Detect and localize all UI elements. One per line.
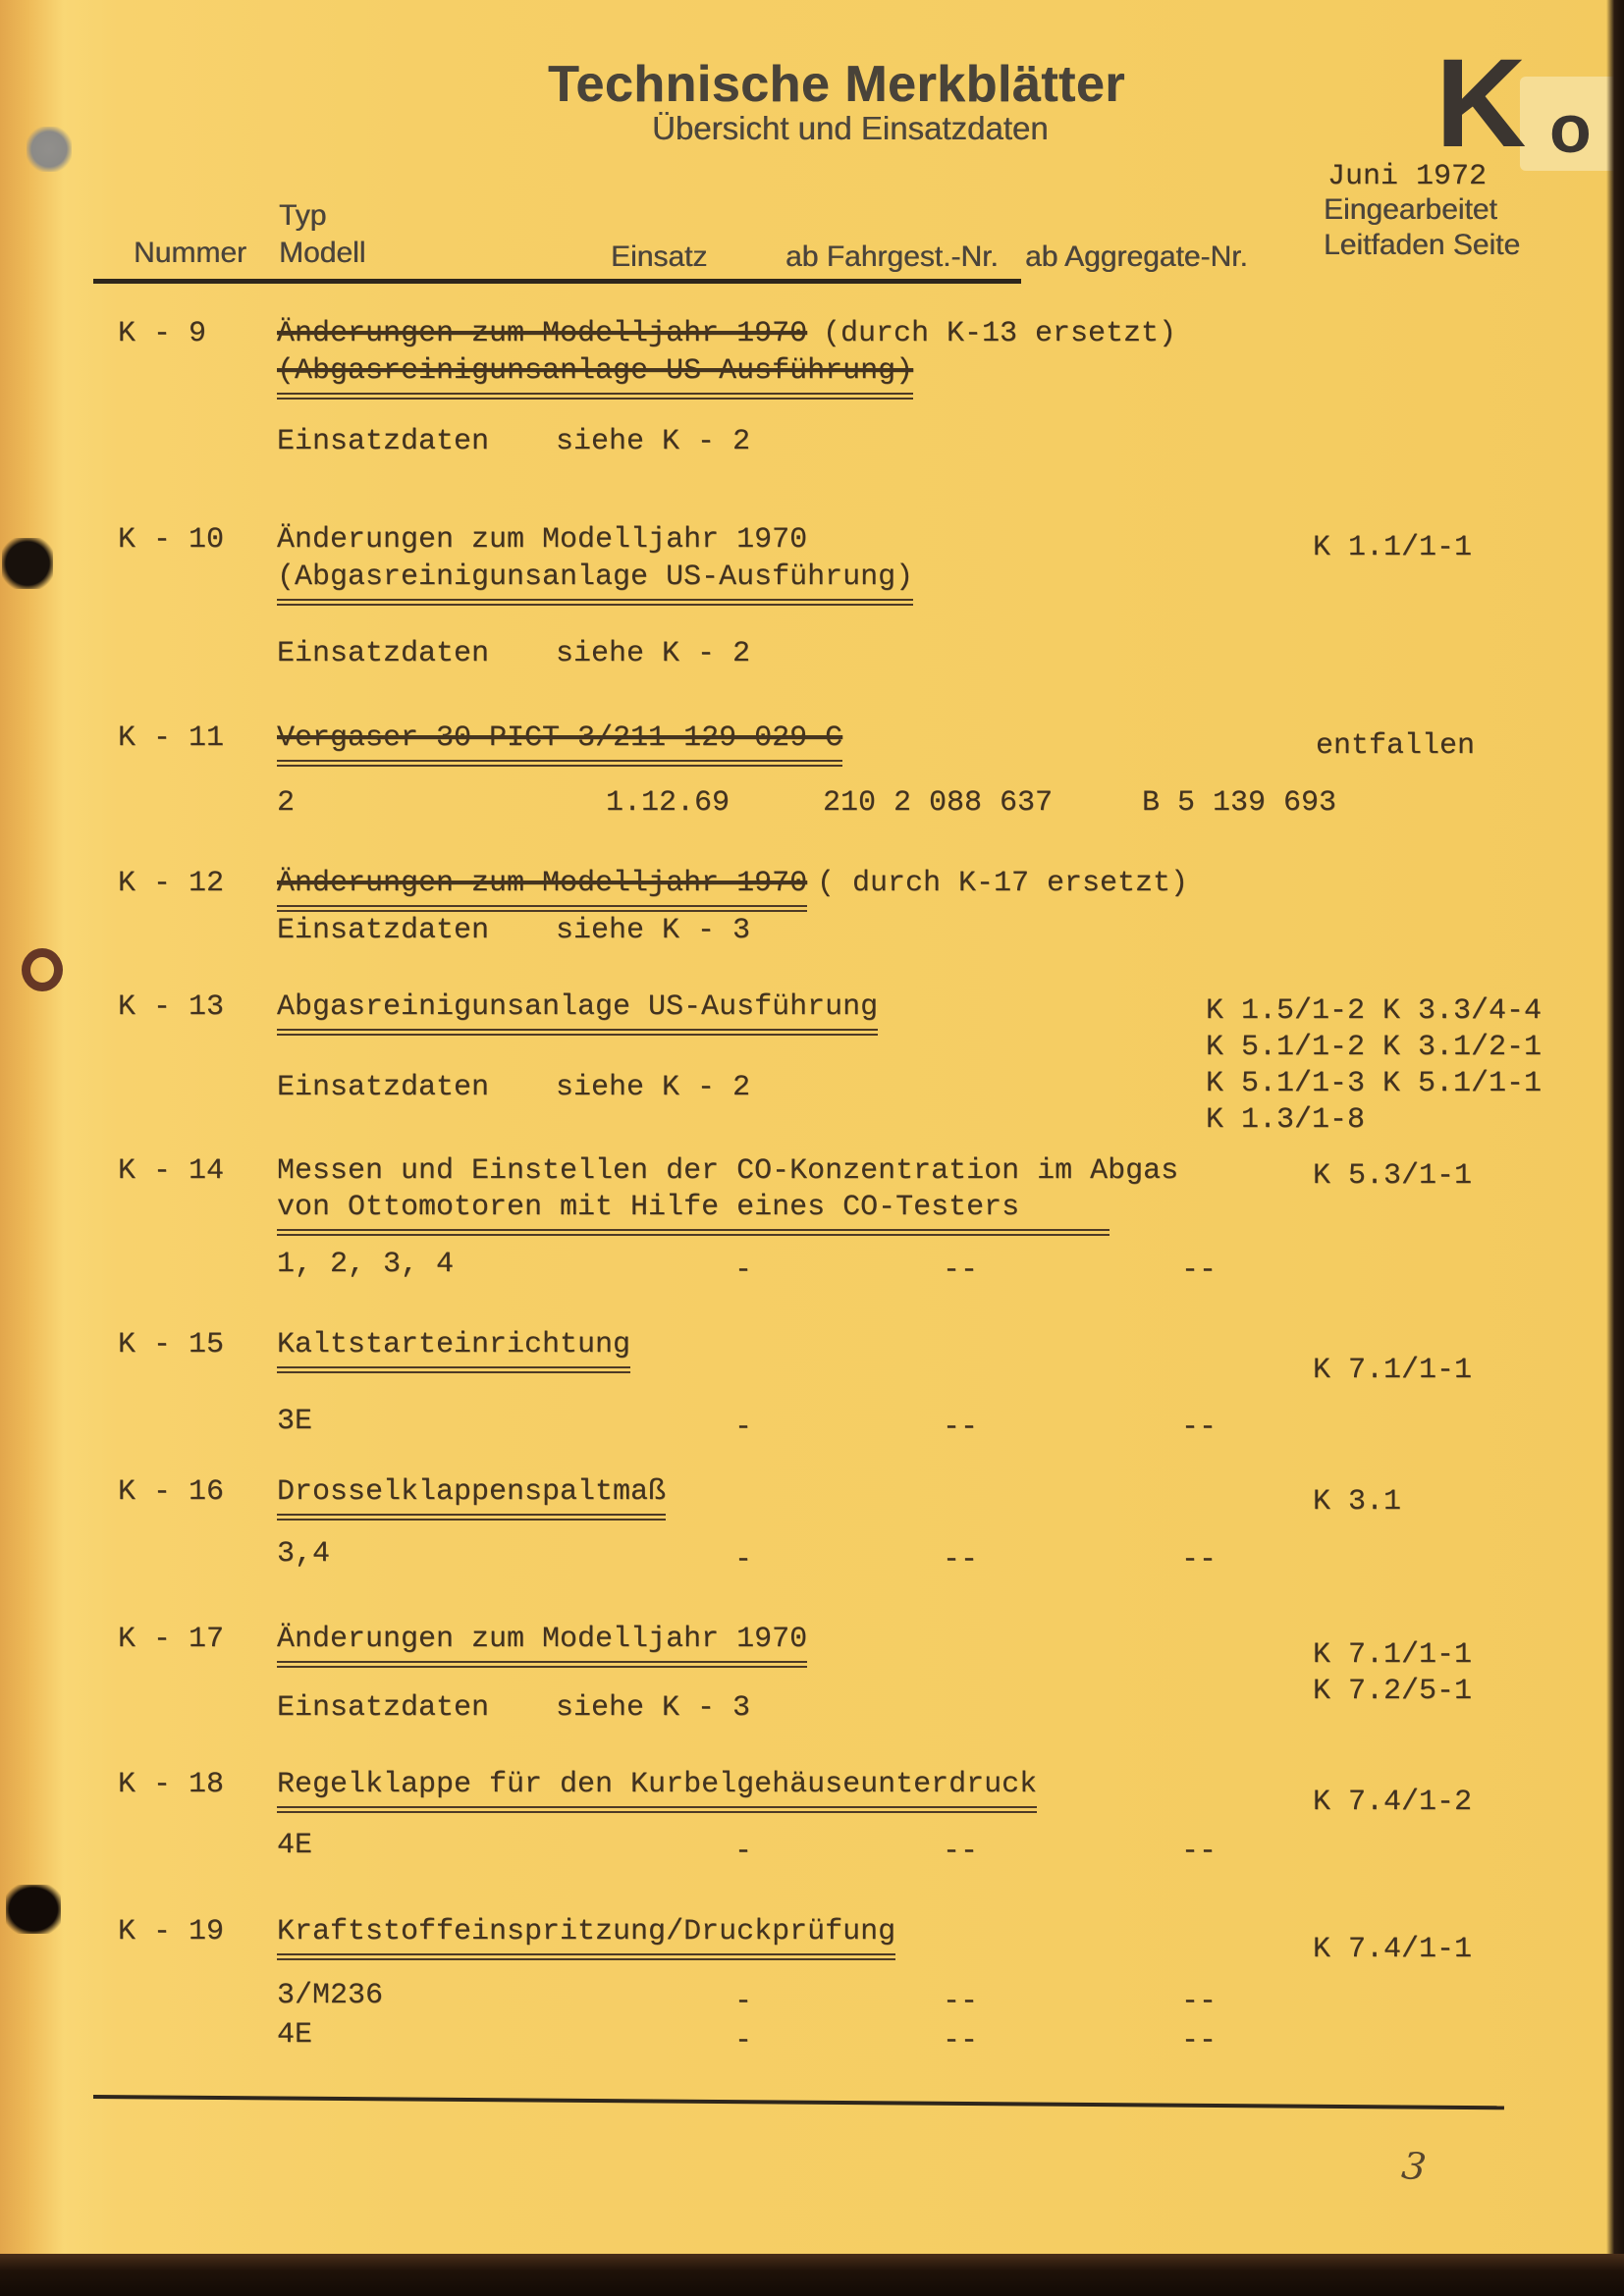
cell-einsatz: - (734, 1543, 753, 1576)
cell-einsatz: 1.12.69 (606, 786, 731, 820)
cell-aggregate: B 5 139 693 (1142, 786, 1337, 820)
einsatzdaten-label: Einsatzdaten (277, 1071, 490, 1104)
cell-aggregate: -- (1181, 1985, 1218, 2018)
column-header-nummer: Nummer (134, 237, 247, 269)
einsatzdaten-value: siehe K - 2 (556, 637, 751, 670)
cell-modell: 1, 2, 3, 4 (277, 1248, 455, 1281)
column-header-eingearbeitet: Eingearbeitet (1324, 193, 1497, 226)
cell-aggregate: -- (1181, 1411, 1218, 1444)
entry-title-suffix: ( durch K-17 ersetzt) (817, 867, 1189, 900)
cell-fahrgest: 210 2 088 637 (823, 786, 1054, 820)
cell-fahrgest: -- (943, 2024, 979, 2057)
cell-fahrgest: -- (943, 1254, 979, 1287)
einsatzdaten-value: siehe K - 3 (556, 914, 751, 947)
entry-title-line2: (Abgasreinigunsanlage US Ausführung) (277, 353, 913, 400)
einsatzdaten-label: Einsatzdaten (277, 914, 490, 947)
cell-aggregate: -- (1181, 1543, 1218, 1576)
column-header-aggregate: ab Aggregate-Nr. (1025, 240, 1248, 273)
column-header-fahrgest: ab Fahrgest.-Nr. (785, 240, 999, 273)
entry-title-line1: Änderungen zum Modelljahr 1970 (277, 1622, 807, 1668)
cell-modell: 3,4 (277, 1537, 331, 1571)
punch-hole-middle-icon (22, 948, 63, 991)
cell-fahrgest: -- (943, 1411, 979, 1444)
entry-ref: K 7.1/1-1 (1313, 1354, 1473, 1387)
entry-number: K - 13 (118, 990, 225, 1024)
entry-title-line1: Vergaser 30 PICT 3/211 129 029 C (277, 721, 842, 767)
page-title: Technische Merkblätter (548, 56, 1126, 113)
scan-edge-right (1606, 0, 1624, 2296)
cell-einsatz: - (734, 1411, 753, 1444)
entry-title-line1: Kaltstarteinrichtung (277, 1327, 630, 1373)
einsatzdaten-value: siehe K - 2 (556, 1071, 751, 1104)
entry-ref: K 3.1 (1313, 1485, 1402, 1519)
section-code-suffix: o (1549, 90, 1592, 167)
entry-ref: K 5.1/1-3 K 5.1/1-1 (1206, 1067, 1543, 1100)
einsatzdaten-value: siehe K - 2 (556, 425, 751, 458)
entry-number: K - 15 (118, 1328, 225, 1362)
entry-ref: K 1.1/1-1 (1313, 531, 1473, 564)
punch-hole-top-icon (27, 127, 72, 172)
entry-ref: K 5.3/1-1 (1313, 1159, 1473, 1193)
entry-number: K - 10 (118, 523, 225, 557)
entry-title-line1: Kraftstoffeinspritzung/Druckprüfung (277, 1914, 895, 1960)
cell-modell: 4E (277, 1829, 313, 1862)
einsatzdaten-label: Einsatzdaten (277, 637, 490, 670)
cell-aggregate: -- (1181, 1835, 1218, 1868)
entry-title-line1: Änderungen zum Modelljahr 1970 (277, 866, 807, 912)
entry-number: K - 18 (118, 1768, 225, 1801)
issue-date: Juni 1972 (1327, 160, 1488, 193)
column-header-leitfaden: Leitfaden Seite (1324, 229, 1521, 261)
entry-ref: K 7.1/1-1 (1313, 1638, 1473, 1672)
ink-blot-upper-icon (2, 538, 53, 589)
entry-title-suffix: (durch K-13 ersetzt) (823, 317, 1177, 350)
cell-modell: 3/M236 (277, 1979, 384, 2012)
scan-edge-bottom (0, 2254, 1624, 2296)
entry-number: K - 11 (118, 721, 225, 755)
column-header-einsatz: Einsatz (611, 240, 708, 273)
entry-title-line1: Änderungen zum Modelljahr 1970 (277, 317, 808, 350)
entry-title-line1: Messen und Einstellen der CO-Konzentration im Abgas (277, 1154, 1179, 1188)
entry-title-line1: Regelklappe für den Kurbelgehäuseunterdruck (277, 1767, 1037, 1813)
entry-title-line1: Abgasreinigunsanlage US-Ausführung (277, 989, 878, 1036)
entry-note: entfallen (1316, 729, 1476, 763)
cell-modell: 2 (277, 786, 296, 820)
einsatzdaten-label: Einsatzdaten (277, 1691, 490, 1725)
section-code-letter: K (1435, 33, 1527, 174)
entry-number: K - 12 (118, 867, 225, 900)
entry-ref: K 7.4/1-1 (1313, 1933, 1473, 1966)
ink-blot-lower-icon (6, 1885, 61, 1934)
entry-number: K - 9 (118, 317, 207, 350)
cell-fahrgest: -- (943, 1835, 979, 1868)
cell-einsatz: - (734, 1835, 753, 1868)
cell-aggregate: -- (1181, 1254, 1218, 1287)
entry-ref: K 1.3/1-8 (1206, 1103, 1366, 1137)
entry-number: K - 19 (118, 1915, 225, 1949)
entry-number: K - 14 (118, 1154, 225, 1188)
entry-ref: K 7.4/1-2 (1313, 1786, 1473, 1819)
cell-fahrgest: -- (943, 1543, 979, 1576)
header-rule (93, 279, 1021, 284)
entry-title-line2: (Abgasreinigunsanlage US-Ausführung) (277, 560, 913, 606)
bottom-rule (93, 2095, 1504, 2109)
entry-number: K - 17 (118, 1623, 225, 1656)
cell-einsatz: - (734, 1985, 753, 2018)
entry-title-line2: von Ottomotoren mit Hilfe eines CO-Testers (277, 1190, 1110, 1236)
cell-einsatz: - (734, 2024, 753, 2057)
entry-title-line1: Änderungen zum Modelljahr 1970 (277, 523, 808, 557)
einsatzdaten-value: siehe K - 3 (556, 1691, 751, 1725)
cell-fahrgest: -- (943, 1985, 979, 2018)
column-header-modell: Modell (279, 237, 366, 269)
handwritten-page-number: 3 (1399, 2143, 1429, 2190)
column-header-typ: Typ (279, 199, 327, 232)
entry-ref: K 1.5/1-2 K 3.3/4-4 (1206, 994, 1543, 1028)
cell-modell: 4E (277, 2018, 313, 2052)
entry-ref: K 7.2/5-1 (1313, 1675, 1473, 1708)
entry-title-line1: Drosselklappenspaltmaß (277, 1474, 666, 1521)
entry-ref: K 5.1/1-2 K 3.1/2-1 (1206, 1031, 1543, 1064)
einsatzdaten-label: Einsatzdaten (277, 425, 490, 458)
cell-modell: 3E (277, 1405, 313, 1438)
cell-einsatz: - (734, 1254, 753, 1287)
entry-number: K - 16 (118, 1475, 225, 1509)
cell-aggregate: -- (1181, 2024, 1218, 2057)
page-subtitle: Übersicht und Einsatzdaten (652, 110, 1049, 146)
